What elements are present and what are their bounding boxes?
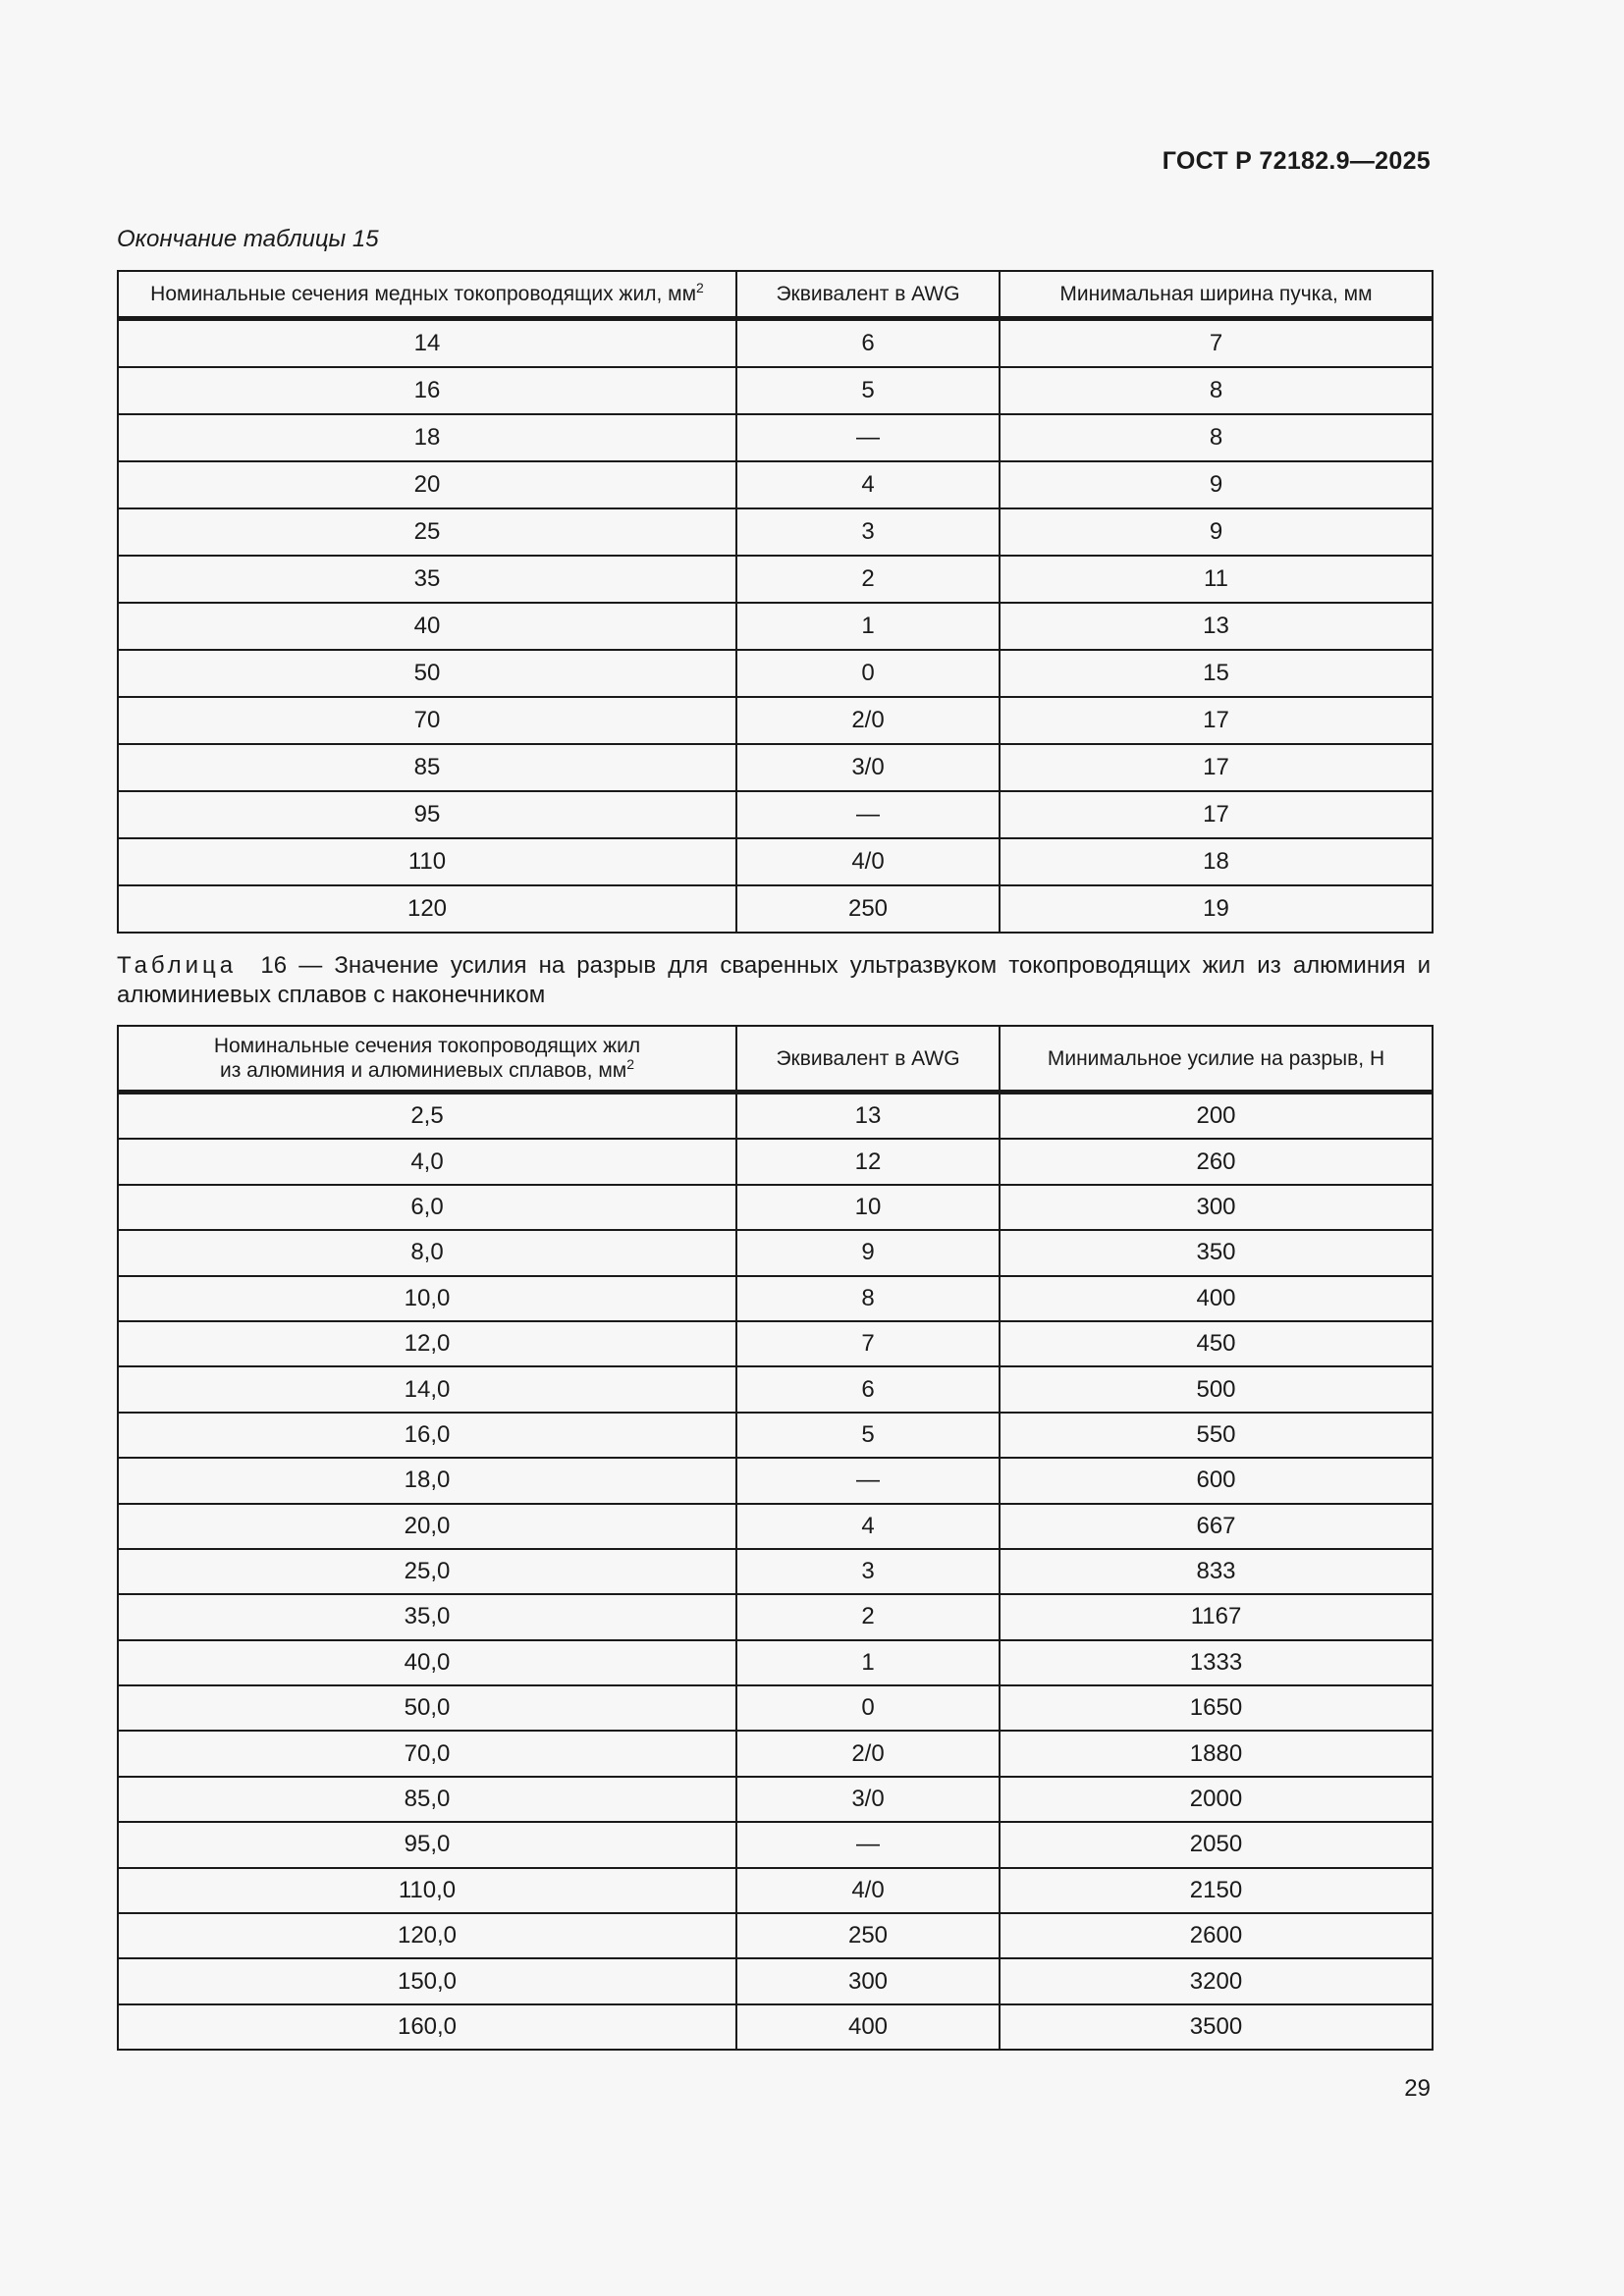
table-cell: 17 <box>1000 791 1433 838</box>
table-cell: 260 <box>1000 1139 1433 1184</box>
table-header-row <box>118 1026 1433 1093</box>
table-cell: — <box>736 1458 1000 1503</box>
table-cell: 6 <box>736 1366 1000 1412</box>
table-cell: 13 <box>736 1093 1000 1140</box>
column-header-cross-section: Номинальные сечения токопроводящих жил из алюминия и алюминиевых сплавов, $мм^2$ <box>118 1026 736 1093</box>
table-row <box>118 2004 1433 2050</box>
table-cell: 5 <box>736 367 1000 414</box>
table-cell: — <box>736 1822 1000 1867</box>
table-cell: 3/0 <box>736 1777 1000 1822</box>
table-cell: 35 <box>118 556 736 603</box>
table-cell: 25 <box>118 508 736 556</box>
table-cell: 4 <box>736 1504 1000 1549</box>
table-cell: 400 <box>1000 1276 1433 1321</box>
table-cell: 600 <box>1000 1458 1433 1503</box>
table-row <box>118 1093 1433 1140</box>
table-cell: 3 <box>736 508 1000 556</box>
table-cell: 4,0 <box>118 1139 736 1184</box>
table-cell: 16 <box>118 367 736 414</box>
table-row <box>118 1549 1433 1594</box>
table-header-row <box>118 271 1433 319</box>
table-row <box>118 1640 1433 1685</box>
table-cell: — <box>736 414 1000 461</box>
table-cell: 110,0 <box>118 1868 736 1913</box>
table-cell: 3 <box>736 1549 1000 1594</box>
table-cell: 3200 <box>1000 1958 1433 2003</box>
table-cell: 1 <box>736 603 1000 650</box>
table-row <box>118 1139 1433 1184</box>
table-cell: 10 <box>736 1185 1000 1230</box>
table-row <box>118 1458 1433 1503</box>
table-cell: 19 <box>1000 885 1433 933</box>
table-cell: 17 <box>1000 744 1433 791</box>
table-cell: 500 <box>1000 1366 1433 1412</box>
table-cell: 8 <box>1000 414 1433 461</box>
table-cell: 1 <box>736 1640 1000 1685</box>
table-cell: 9 <box>1000 508 1433 556</box>
table-cell: 833 <box>1000 1549 1433 1594</box>
table-row <box>118 1958 1433 2003</box>
table-cell: 200 <box>1000 1093 1433 1140</box>
table-cell: 4/0 <box>736 1868 1000 1913</box>
table-16-caption-label: Таблица <box>117 952 238 979</box>
table-cell: 250 <box>736 1913 1000 1958</box>
table-row <box>118 1594 1433 1639</box>
table-cell: 2 <box>736 1594 1000 1639</box>
table-cell: 300 <box>736 1958 1000 2003</box>
table-cell: 11 <box>1000 556 1433 603</box>
table-cell: 120 <box>118 885 736 933</box>
table-row <box>118 1731 1433 1776</box>
table-row <box>118 1276 1433 1321</box>
table-cell: 7 <box>736 1321 1000 1366</box>
table-cell: 70,0 <box>118 1731 736 1776</box>
table-cell: 4 <box>736 461 1000 508</box>
table-row <box>118 697 1433 744</box>
table-cell: 95 <box>118 791 736 838</box>
table-cell: 450 <box>1000 1321 1433 1366</box>
column-header-bundle-width: Минимальная ширина пучка, мм <box>1000 271 1433 319</box>
table-row <box>118 650 1433 697</box>
table-cell: 2000 <box>1000 1777 1433 1822</box>
table-row <box>118 1504 1433 1549</box>
table-16 <box>117 1025 1434 2051</box>
table-cell: 10,0 <box>118 1276 736 1321</box>
table-cell: 350 <box>1000 1230 1433 1275</box>
column-header-breaking-force: Минимальное усилие на разрыв, Н <box>1000 1026 1433 1093</box>
table-cell: 1167 <box>1000 1594 1433 1639</box>
table-cell: 250 <box>736 885 1000 933</box>
table-cell: 667 <box>1000 1504 1433 1549</box>
table-row <box>118 1413 1433 1458</box>
table-cell: 12,0 <box>118 1321 736 1366</box>
table-cell: 12 <box>736 1139 1000 1184</box>
table-cell: 150,0 <box>118 1958 736 2003</box>
table-row <box>118 1868 1433 1913</box>
table-cell: 6 <box>736 319 1000 368</box>
table-cell: 13 <box>1000 603 1433 650</box>
table-cell: 9 <box>1000 461 1433 508</box>
table-row <box>118 1777 1433 1822</box>
table-cell: 4/0 <box>736 838 1000 885</box>
table-cell: 1880 <box>1000 1731 1433 1776</box>
table-cell: 70 <box>118 697 736 744</box>
table-16-caption <box>117 951 1431 1010</box>
table-cell: 400 <box>736 2004 1000 2050</box>
table-cell: 8 <box>1000 367 1433 414</box>
table-cell: 17 <box>1000 697 1433 744</box>
table-cell: 2/0 <box>736 1731 1000 1776</box>
table-cell: 85 <box>118 744 736 791</box>
table-cell: 8 <box>736 1276 1000 1321</box>
page-number: 29 <box>1404 2075 1431 2102</box>
table-row <box>118 367 1433 414</box>
table-cell: 3/0 <box>736 744 1000 791</box>
table-cell: 1650 <box>1000 1685 1433 1731</box>
document-code: ГОСТ Р 72182.9—2025 <box>1162 147 1431 175</box>
table-cell: 2 <box>736 556 1000 603</box>
table-cell: 2050 <box>1000 1822 1433 1867</box>
table-cell: 8,0 <box>118 1230 736 1275</box>
table-row <box>118 508 1433 556</box>
table-cell: 120,0 <box>118 1913 736 1958</box>
table-row <box>118 838 1433 885</box>
table-cell: 85,0 <box>118 1777 736 1822</box>
table-cell: 2,5 <box>118 1093 736 1140</box>
table-16-caption-number: 16 <box>260 952 288 979</box>
table-row <box>118 461 1433 508</box>
table-cell: 1333 <box>1000 1640 1433 1685</box>
table-row <box>118 1685 1433 1731</box>
table-15-caption: Окончание таблицы 15 <box>117 226 379 252</box>
table-cell: 2150 <box>1000 1868 1433 1913</box>
table-cell: 18,0 <box>118 1458 736 1503</box>
table-cell: 6,0 <box>118 1185 736 1230</box>
table-cell: 550 <box>1000 1413 1433 1458</box>
table-row <box>118 1366 1433 1412</box>
table-cell: 0 <box>736 1685 1000 1731</box>
table-row <box>118 1822 1433 1867</box>
table-row <box>118 1321 1433 1366</box>
table-cell: 14 <box>118 319 736 368</box>
table-cell: 50 <box>118 650 736 697</box>
table-cell: 2600 <box>1000 1913 1433 1958</box>
table-cell: 3500 <box>1000 2004 1433 2050</box>
table-cell: 160,0 <box>118 2004 736 2050</box>
table-row <box>118 1185 1433 1230</box>
table-cell: 15 <box>1000 650 1433 697</box>
table-16-caption-text: — Значение усилия на разрыв для сваренных ультразвуком токопроводящих жил из алюминия и алюминиевых сплавов с наконечником <box>117 952 1432 1008</box>
table-row <box>118 319 1433 368</box>
table-row <box>118 556 1433 603</box>
column-header-awg: Эквивалент в AWG <box>736 271 1000 319</box>
table-row <box>118 1913 1433 1958</box>
table-cell: — <box>736 791 1000 838</box>
table-cell: 25,0 <box>118 1549 736 1594</box>
table-cell: 0 <box>736 650 1000 697</box>
table-cell: 20,0 <box>118 1504 736 1549</box>
table-cell: 7 <box>1000 319 1433 368</box>
table-row <box>118 885 1433 933</box>
table-cell: 14,0 <box>118 1366 736 1412</box>
table-row <box>118 791 1433 838</box>
table-cell: 40 <box>118 603 736 650</box>
column-header-cross-section: Номинальные сечения медных токопроводящих жил, $мм^2$ <box>118 271 736 319</box>
column-header-awg: Эквивалент в AWG <box>736 1026 1000 1093</box>
table-cell: 9 <box>736 1230 1000 1275</box>
table-cell: 300 <box>1000 1185 1433 1230</box>
table-cell: 18 <box>1000 838 1433 885</box>
table-cell: 35,0 <box>118 1594 736 1639</box>
table-cell: 16,0 <box>118 1413 736 1458</box>
table-cell: 40,0 <box>118 1640 736 1685</box>
table-row <box>118 1230 1433 1275</box>
table-row <box>118 603 1433 650</box>
table-cell: 110 <box>118 838 736 885</box>
table-15 <box>117 270 1434 934</box>
table-cell: 2/0 <box>736 697 1000 744</box>
table-cell: 18 <box>118 414 736 461</box>
table-row <box>118 414 1433 461</box>
table-cell: 50,0 <box>118 1685 736 1731</box>
table-cell: 20 <box>118 461 736 508</box>
table-row <box>118 744 1433 791</box>
table-cell: 5 <box>736 1413 1000 1458</box>
table-cell: 95,0 <box>118 1822 736 1867</box>
